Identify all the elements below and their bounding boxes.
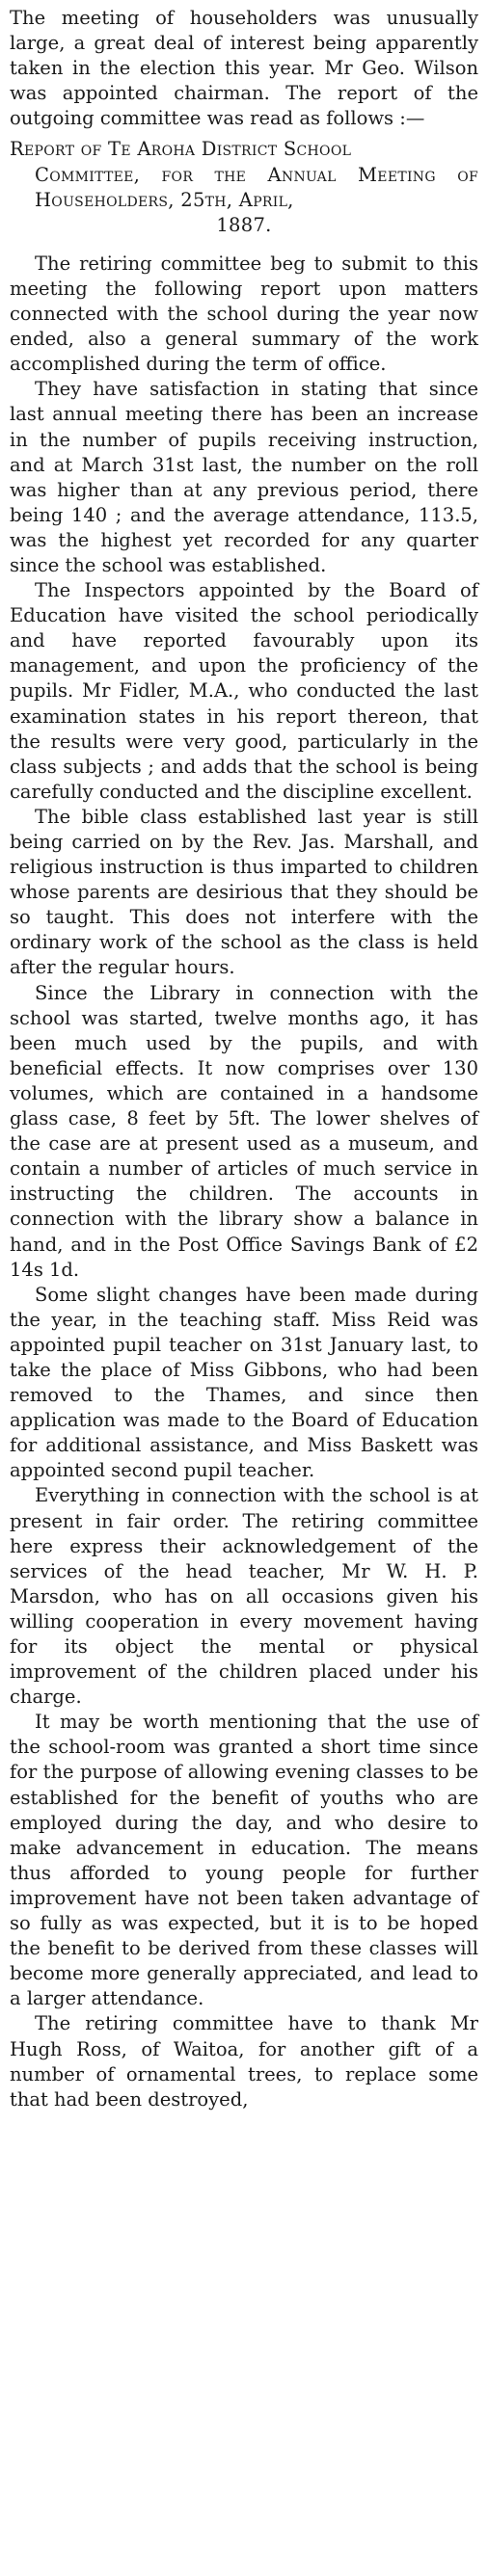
report-heading-line: Report of Te Aroha District School	[10, 138, 352, 161]
report-heading-line: Committee, for the Annual Meeting of Householders, 25th, April,	[35, 163, 478, 211]
report-paragraph: The bible class established last year is still being carried on by the Rev. Jas. Marshall, and religious instruction is thus imparted to children whose parents are desirious that they should be so taught. This does not interfere with the ordinary work of the school as the class is held after the regular hours.	[10, 805, 478, 979]
intro-paragraph: The meeting of householders was unusually large, a great deal of interest being apparently taken in the election this year. Mr Geo. Wilson was appointed chairman. The report of the outgoing committee was read as follows :—	[10, 7, 478, 130]
report-paragraph: The Inspectors appointed by the Board of Education have visited the school periodically and have reported favourably upon its management, and upon the proficiency of the pupils. Mr Fidler, M.A., who conducted the last examination states in his report thereon, that the results were very good, particularly in the class subjects ; and adds that the school is being carefully conducted and the discipline excellent.	[10, 579, 478, 803]
report-paragraph: The retiring committee have to thank Mr Hugh Ross, of Waitoa, for another gift of a number of ornamental trees, to replace some that had been destroyed,	[10, 2012, 478, 2111]
report-paragraph: Everything in connection with the school is at present in fair order. The retiring committee here express their acknowledgement of the services of the head teacher, Mr W. H. P. Marsdon, who has on all occasions given his willing cooperation in every movement having for its object the mental or physical improvement of the children placed under his charge.	[10, 1484, 478, 1709]
report-heading-line: 1887.	[216, 213, 272, 236]
report-paragraph: Some slight changes have been made during the year, in the teaching staff. Miss Reid was appointed pupil teacher on 31st January last, to take the place of Miss Gibbons, who had been removed to the Thames, and since then application was made to the Board of Education for additional assistance, and Miss Baskett was appointed second pupil teacher.	[10, 1283, 478, 1482]
report-paragraph: Since the Library in connection with the school was started, twelve months ago, it has been much used by the pupils, and with beneficial effects. It now comprises over 130 volumes, which are contained in a handsome glass case, 8 feet by 5ft. The lower shelves of the case are at present used as a museum, and contain a number of articles of much service in instructing the children. The accounts in connection with the library show a balance in hand, and in the Post Office Savings Bank of £2 14s 1d.	[10, 981, 478, 1281]
report-paragraph: The retiring committee beg to submit to this meeting the following report upon matters connected with the school during the year now ended, also a general summary of the work accomplished during the term of office.	[10, 252, 478, 376]
report-paragraph: It may be worth mentioning that the use of the school-room was granted a short time since for the purpose of allowing evening classes to be established for the benefit of youths who are employed during the day, and who desire to make advancement in education. The means thus afforded to young people for further improvement have not been taken advantage of so fully as was expected, but it is to be hoped the benefit to be derived from these classes will become more generally appreciated, and lead to a larger attendance.	[10, 1711, 478, 2010]
report-heading	[10, 137, 478, 237]
report-paragraph: They have satisfaction in stating that since last annual meeting there has been an increase in the number of pupils receiving instruction, and at March 31st last, the number on the roll was higher than at any previous period, there being 140 ; and the average attendance, 113.5, was the highest yet recorded for any quarter since the school was established.	[10, 378, 478, 576]
